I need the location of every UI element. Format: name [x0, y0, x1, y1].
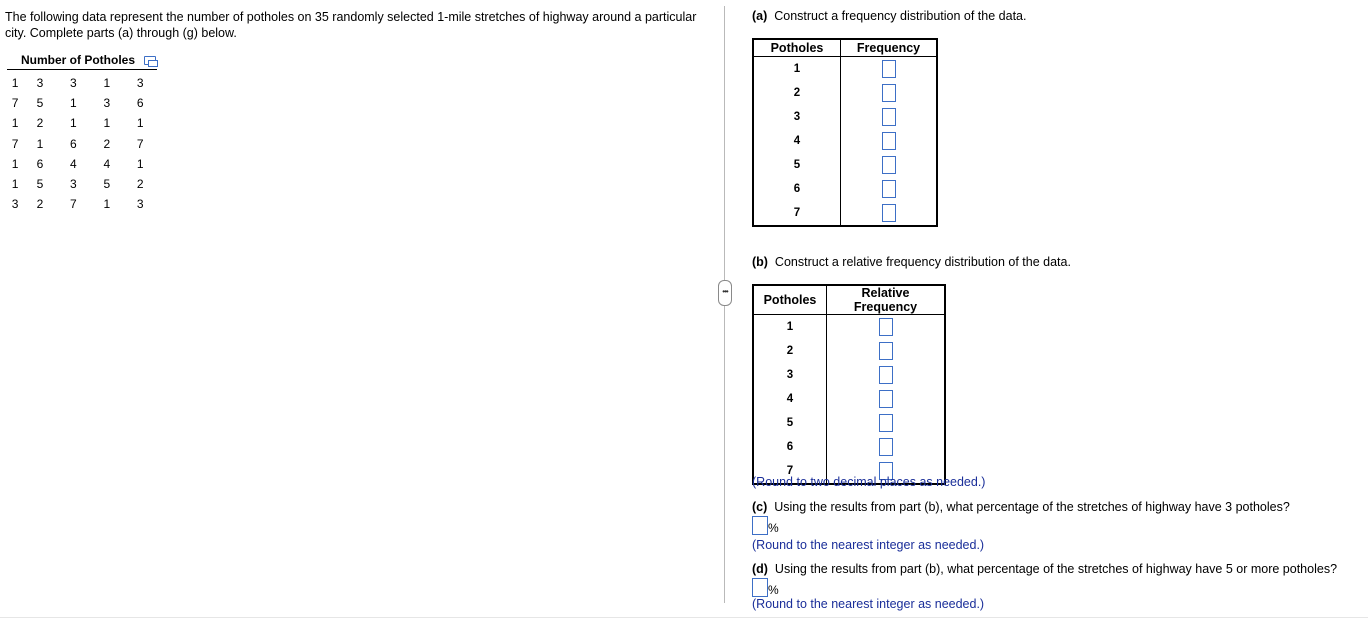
part-b-text: Construct a relative frequency distribution of the data.: [774, 255, 1071, 269]
frequency-answer-cell: [841, 105, 938, 129]
frequency-potholes-value: 1: [753, 57, 841, 82]
frequency-answer-cell: [841, 201, 938, 226]
relative-frequency-answer-cell: [827, 363, 946, 387]
frequency-col-potholes: Potholes: [753, 39, 841, 57]
frequency-row: [753, 57, 937, 82]
relative-col-potholes: Potholes: [753, 285, 827, 315]
data-cell: 1: [136, 116, 144, 131]
part-c-heading: [752, 500, 1290, 514]
part-b-label: (b): [752, 255, 768, 269]
data-cell: 3: [11, 197, 19, 212]
data-table-header: [7, 52, 157, 70]
frequency-row: [753, 129, 937, 153]
data-cell: 5: [36, 177, 44, 192]
data-cell: 1: [70, 96, 77, 111]
part-d-text: Using the results from part (b), what percentage of the stretches of highway have 5 or more potholes?: [774, 562, 1338, 576]
relative-frequency-row: [753, 411, 945, 435]
frequency-potholes-value: 3: [753, 105, 841, 129]
part-d-rounding-note: (Round to the nearest integer as needed.): [752, 597, 985, 611]
frequency-answer-cell: [841, 177, 938, 201]
data-cell: 1: [36, 136, 44, 151]
relative-frequency-answer-input[interactable]: [879, 318, 893, 336]
data-table-title: Number of Potholes: [21, 53, 136, 67]
data-cell: 1: [70, 116, 77, 131]
panel-resize-handle[interactable]: •••: [718, 280, 732, 306]
frequency-answer-input[interactable]: [882, 156, 896, 174]
relative-frequency-potholes-value: 2: [753, 339, 827, 363]
part-a-text: Construct a frequency distribution of the data.: [774, 9, 1027, 23]
part-c-answer-input[interactable]: [752, 516, 768, 535]
relative-frequency-answer-input[interactable]: [879, 414, 893, 432]
frequency-potholes-value: 7: [753, 201, 841, 226]
relative-frequency-answer-cell: [827, 339, 946, 363]
frequency-row: [753, 153, 937, 177]
frequency-row: [753, 177, 937, 201]
data-cell: 3: [70, 177, 77, 192]
relative-frequency-row: [753, 435, 945, 459]
frequency-answer-cell: [841, 57, 938, 82]
relative-frequency-potholes-value: 5: [753, 411, 827, 435]
frequency-answer-cell: [841, 81, 938, 105]
data-cell: 2: [136, 177, 144, 192]
frequency-answer-input[interactable]: [882, 84, 896, 102]
data-cell: 1: [11, 76, 19, 91]
data-cell: 6: [70, 136, 77, 151]
part-d-answer-input[interactable]: [752, 578, 768, 597]
data-row: [7, 113, 157, 133]
frequency-answer-cell: [841, 129, 938, 153]
part-a-heading: [752, 9, 1026, 23]
frequency-answer-input[interactable]: [882, 60, 896, 78]
frequency-row: [753, 201, 937, 226]
data-cell: 3: [103, 96, 111, 111]
data-table: [7, 52, 157, 214]
frequency-answer-cell: [841, 153, 938, 177]
data-cell: 2: [36, 197, 44, 212]
part-c-text: Using the results from part (b), what percentage of the stretches of highway have 3 potholes?: [774, 500, 1290, 514]
data-cell: 4: [70, 156, 77, 171]
relative-frequency-answer-input[interactable]: [879, 390, 893, 408]
relative-frequency-potholes-value: 7: [753, 459, 827, 484]
relative-frequency-answer-input[interactable]: [879, 366, 893, 384]
part-b-heading: [752, 255, 1071, 269]
part-d-heading: [752, 562, 1337, 576]
frequency-answer-input[interactable]: [882, 132, 896, 150]
data-cell: 6: [36, 156, 44, 171]
data-cell: 1: [136, 156, 144, 171]
relative-frequency-potholes-value: 1: [753, 315, 827, 340]
data-cell: 4: [103, 156, 111, 171]
frequency-col-frequency: Frequency: [841, 39, 938, 57]
part-d-label: (d): [752, 562, 768, 576]
relative-frequency-row: [753, 339, 945, 363]
data-cell: 3: [136, 197, 144, 212]
relative-frequency-table: [752, 284, 946, 485]
data-cell: 7: [70, 197, 77, 212]
relative-frequency-row: [753, 315, 945, 340]
data-row: [7, 73, 157, 93]
frequency-table: [752, 38, 938, 227]
data-row: [7, 194, 157, 214]
data-row: [7, 154, 157, 174]
data-cell: 2: [36, 116, 44, 131]
bottom-border: [0, 617, 1368, 618]
frequency-answer-input[interactable]: [882, 108, 896, 126]
frequency-potholes-value: 6: [753, 177, 841, 201]
data-cell: 3: [136, 76, 144, 91]
popout-icon[interactable]: [144, 56, 156, 65]
frequency-potholes-value: 4: [753, 129, 841, 153]
data-cell: 1: [11, 156, 19, 171]
relative-frequency-potholes-value: 6: [753, 435, 827, 459]
relative-col-relative-frequency: Relative Frequency: [827, 285, 946, 315]
frequency-potholes-value: 2: [753, 81, 841, 105]
data-row: [7, 93, 157, 113]
data-rows: [7, 73, 157, 214]
frequency-row: [753, 105, 937, 129]
relative-frequency-answer-input[interactable]: [879, 438, 893, 456]
part-d-rounding-note-clipped: [752, 597, 1002, 611]
part-c-answer-row: [752, 516, 779, 535]
data-cell: 5: [36, 96, 44, 111]
data-cell: 1: [103, 116, 111, 131]
relative-frequency-potholes-value: 3: [753, 363, 827, 387]
data-row: [7, 174, 157, 194]
part-c-percent-sign: %: [768, 521, 779, 535]
frequency-answer-input[interactable]: [882, 180, 896, 198]
relative-frequency-answer-cell: [827, 315, 946, 340]
data-cell: 3: [36, 76, 44, 91]
data-cell: 1: [103, 76, 111, 91]
frequency-potholes-value: 5: [753, 153, 841, 177]
data-cell: 3: [70, 76, 77, 91]
data-cell: 1: [11, 177, 19, 192]
part-a-label: (a): [752, 9, 768, 23]
part-d-answer-row: [752, 578, 779, 597]
problem-statement: The following data represent the number of potholes on 35 randomly selected 1-mile stretches of highway around a particular city. Complete parts (a) through (g) below.: [5, 10, 697, 40]
data-row: [7, 134, 157, 154]
relative-frequency-answer-input[interactable]: [879, 342, 893, 360]
relative-frequency-answer-cell: [827, 435, 946, 459]
part-c-rounding-note: (Round to the nearest integer as needed.): [752, 538, 985, 552]
part-c-label: (c): [752, 500, 768, 514]
data-cell: 2: [103, 136, 111, 151]
data-cell: 6: [136, 96, 144, 111]
data-cell: 1: [103, 197, 111, 212]
relative-frequency-potholes-value: 4: [753, 387, 827, 411]
frequency-answer-input[interactable]: [882, 204, 896, 222]
data-cell: 7: [136, 136, 144, 151]
part-b-rounding-note: (Round to two decimal places as needed.): [752, 475, 986, 489]
relative-frequency-row: [753, 387, 945, 411]
part-d-percent-sign: %: [768, 583, 779, 597]
data-cell: 5: [103, 177, 111, 192]
frequency-row: [753, 81, 937, 105]
data-cell: 1: [11, 116, 19, 131]
data-cell: 7: [11, 96, 19, 111]
data-cell: 7: [11, 136, 19, 151]
relative-frequency-answer-cell: [827, 411, 946, 435]
relative-frequency-answer-cell: [827, 387, 946, 411]
relative-frequency-row: [753, 363, 945, 387]
